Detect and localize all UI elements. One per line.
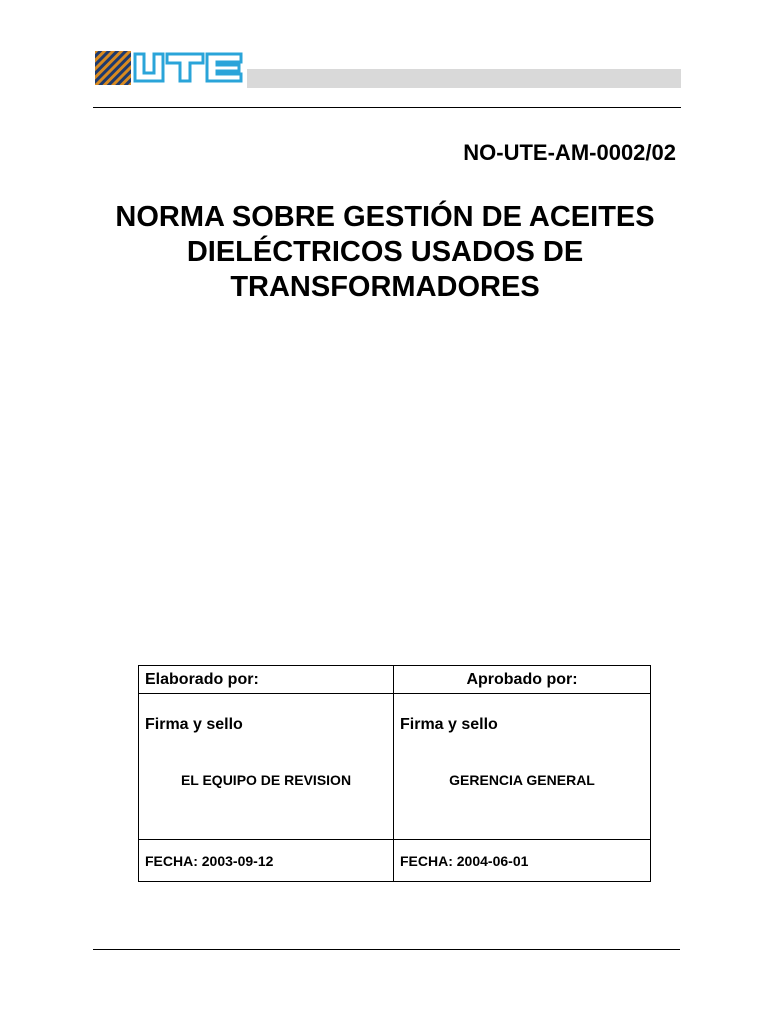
header-rule — [93, 107, 681, 108]
aprobado-signature-cell — [394, 694, 651, 840]
elaborado-signature-cell — [139, 694, 394, 840]
signature-row — [139, 694, 651, 840]
elaborado-signature-label: Firma y sello — [145, 716, 243, 733]
document-code: NO-UTE-AM-0002/02 — [463, 140, 676, 165]
elaborado-name: EL EQUIPO DE REVISION — [180, 772, 352, 788]
document-title — [60, 200, 710, 305]
signature-header-row — [139, 666, 651, 694]
header-bar — [247, 69, 681, 88]
aprobado-header: Aprobado por: — [394, 666, 651, 694]
aprobado-date: FECHA: 2004-06-01 — [394, 840, 651, 882]
title-line: NORMA SOBRE GESTIÓN DE ACEITES — [115, 201, 655, 233]
aprobado-signature-label: Firma y sello — [400, 716, 498, 733]
elaborado-header: Elaborado por: — [139, 666, 394, 694]
aprobado-name: GERENCIA GENERAL — [449, 772, 595, 788]
footer-rule — [93, 949, 680, 950]
signature-date-row — [139, 840, 651, 882]
signature-table — [138, 665, 651, 882]
ute-logo — [95, 50, 245, 88]
title-line: TRANSFORMADORES — [230, 271, 540, 303]
title-line: DIELÉCTRICOS USADOS DE — [186, 236, 584, 268]
elaborado-date: FECHA: 2003-09-12 — [139, 840, 394, 882]
